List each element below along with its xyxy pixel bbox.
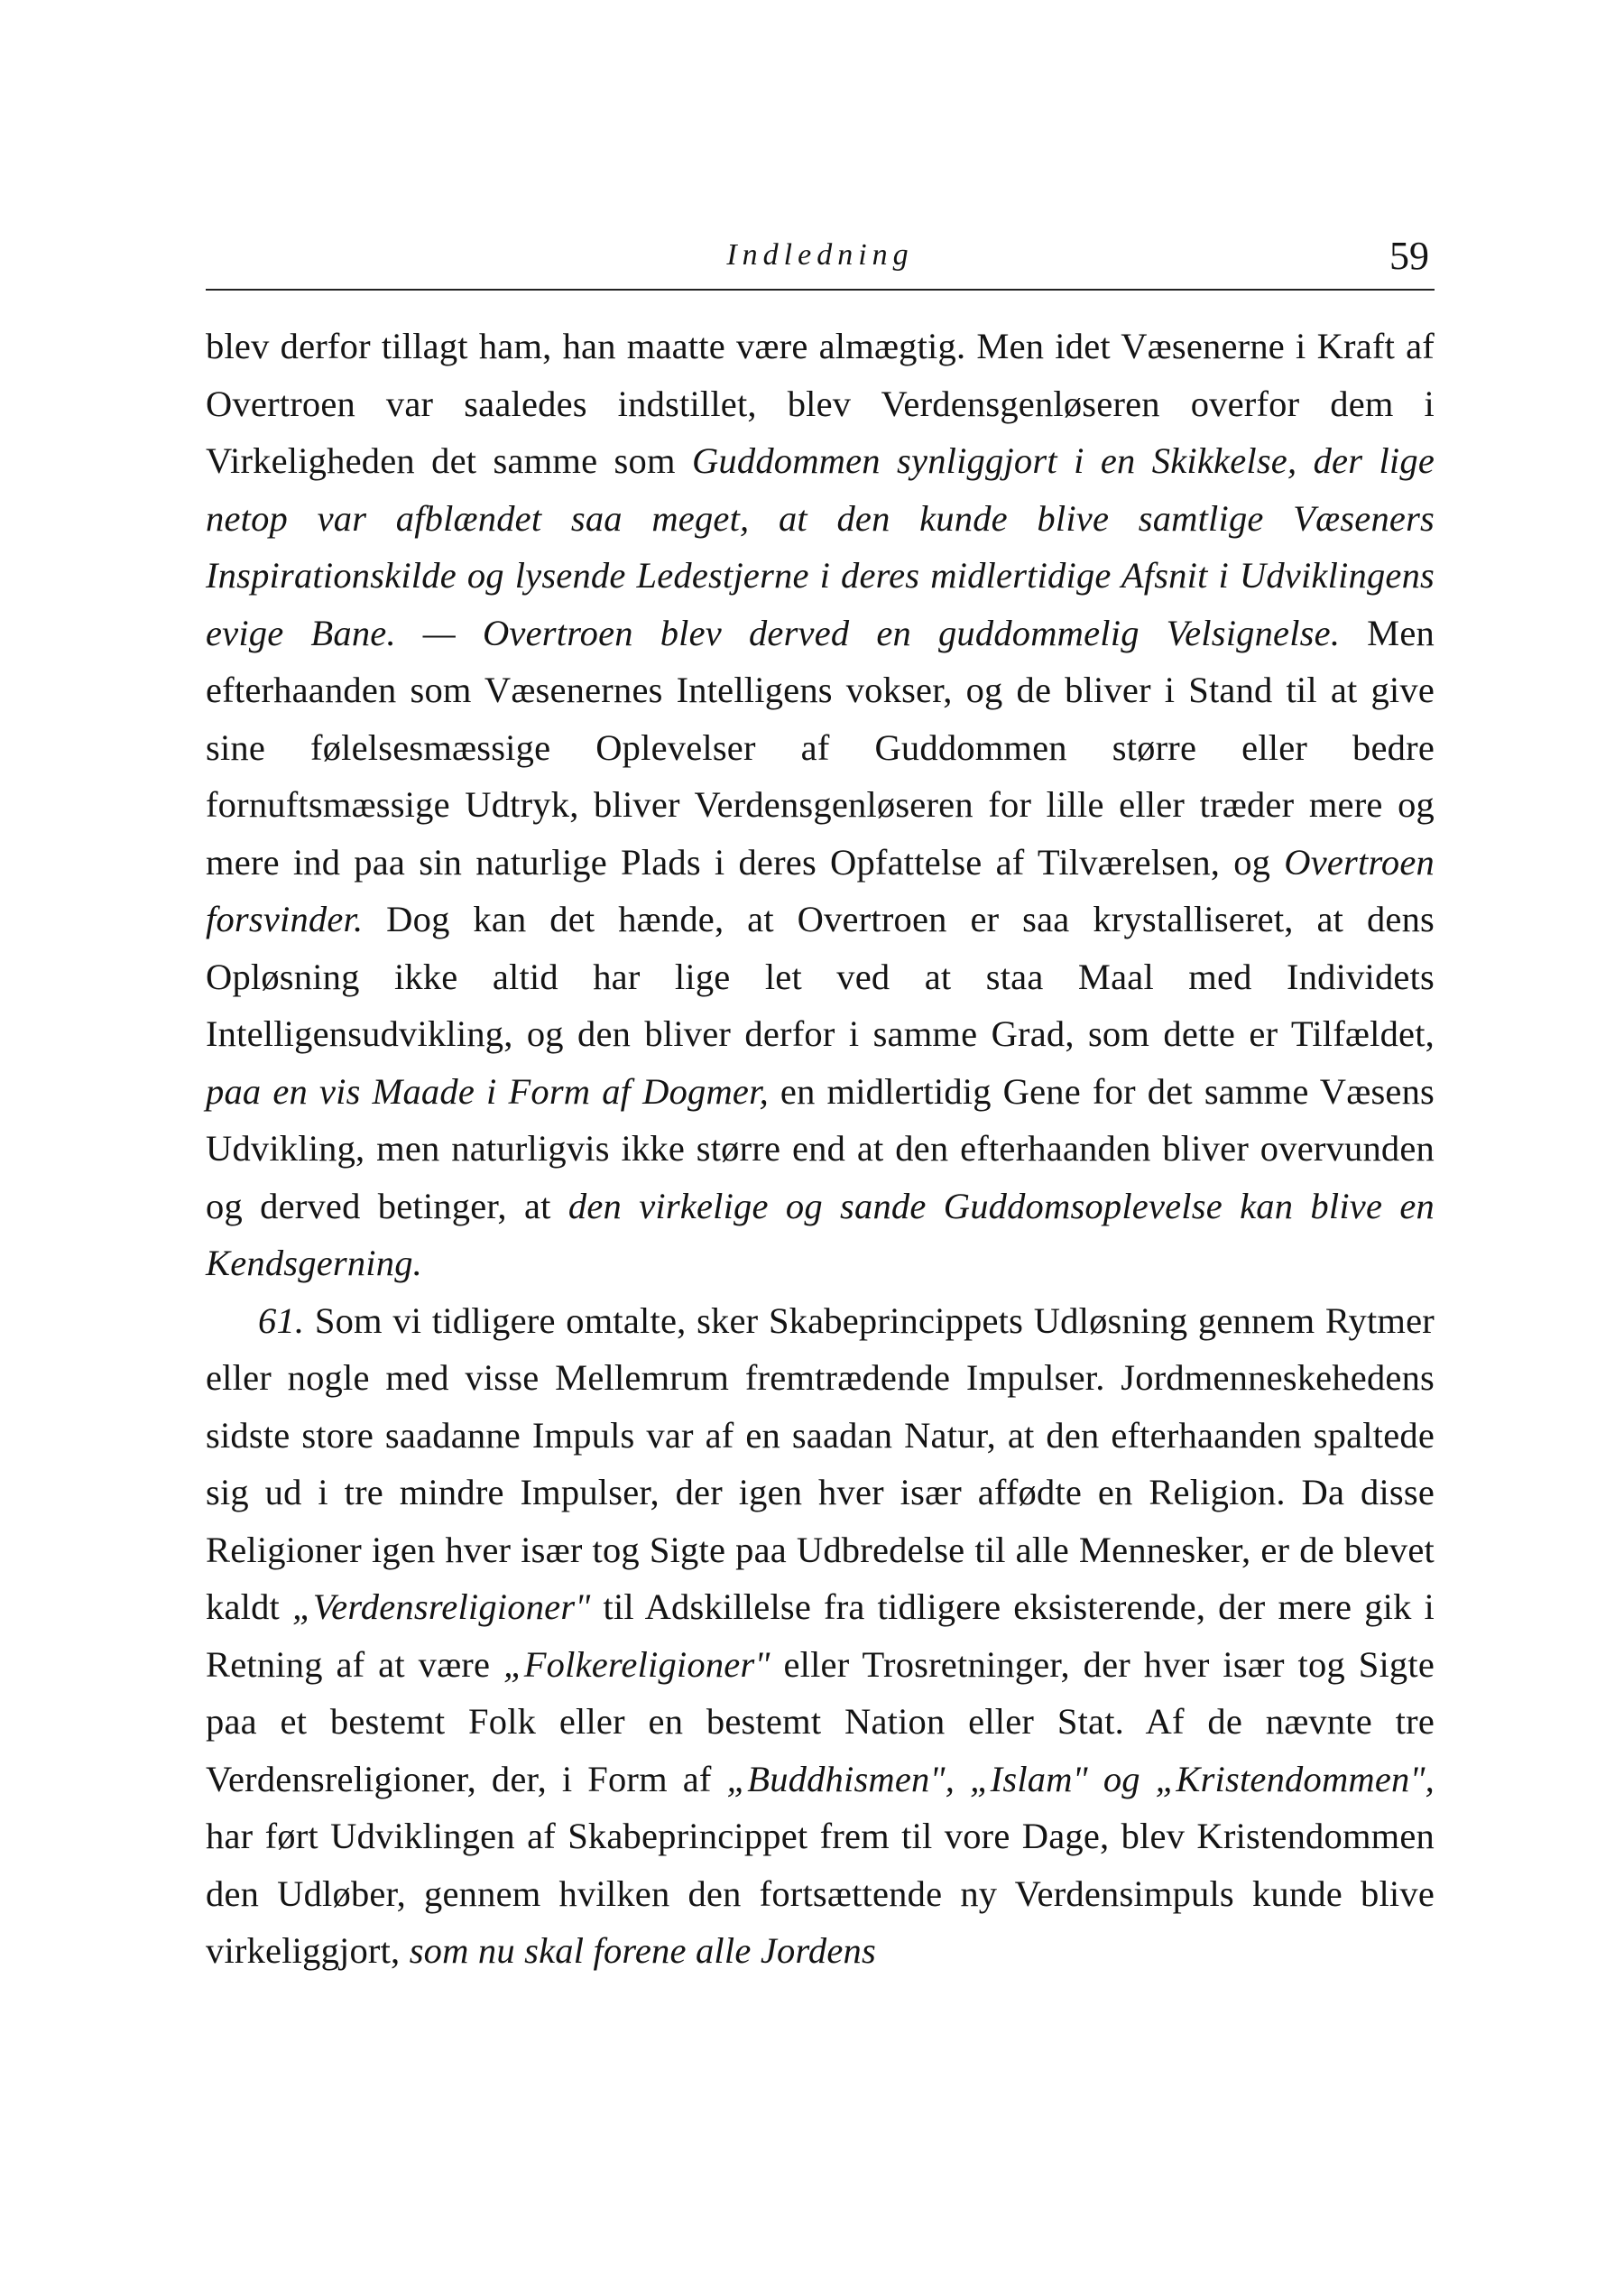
italic-run: Guddommen synliggjort i en Skikkelse, der lige netop var afblændet saa meget, at den kunde blive samtlige Væseners Inspirationskilde og lysende Ledestjerne i deres midlertidige Afsnit i Udviklingens evige Bane. — Overtroen blev derved en guddommelig Velsignelse. xyxy=(206,440,1435,653)
paragraph-section-61 xyxy=(206,1292,1435,1980)
italic-run: „Folkereligioner" xyxy=(503,1643,770,1685)
text-run: har ført Udviklingen af Skabeprincippet frem til vore Dage, blev Kristendommen den Udløber, gennem hvilken den fortsættende ny Verdensimpuls kunde blive virkeliggjort, xyxy=(206,1816,1435,1971)
italic-run: Overtroen forsvinder. xyxy=(206,841,1435,939)
paragraph xyxy=(206,318,1435,1292)
section-number: 61. xyxy=(258,1299,305,1341)
text-run: eller Trosretninger, der hver især tog Sigte paa et bestemt Folk eller en bestemt Nation eller Stat. Af de nævnte tre Verdensreligioner, der, i Form af xyxy=(206,1643,1435,1799)
text-run: blev derfor tillagt ham, han maatte være almægtig. Men idet Væsenerne i Kraft af Overtroen var saaledes indstillet, blev Verdensgenløseren overfor dem i Virkeligheden det samme som xyxy=(206,326,1435,481)
page-number: 59 xyxy=(1389,234,1429,278)
text-run: Dog kan det hænde, at Overtroen er saa krystalliseret, at dens Opløsning ikke altid har lige let ved at staa Maal med Individets Intelligensudvikling, og den bliver derfor i samme Grad, som dette er Tilfældet, xyxy=(206,899,1435,1054)
body-text xyxy=(206,318,1435,1980)
text-run: til Adskillelse fra tidligere eksisterende, der mere gik i Retning af at være xyxy=(206,1586,1435,1685)
italic-run: som nu skal forene alle Jordens xyxy=(409,1930,876,1971)
running-title: Indledning xyxy=(726,238,914,272)
text-run: en midlertidig Gene for det samme Væsens Udvikling, men naturligvis ikke større end at den efterhaanden bliver overvunden og derved betinger, at xyxy=(206,1070,1435,1226)
text-run: Som vi tidligere omtalte, sker Skabeprincippets Udløsning gennem Rytmer eller nogle med visse Mellemrum fremtrædende Impulser. Jordmenneskehedens sidste store saadanne Impuls var af en saadan Natur, at den efterhaanden spaltede sig ud i tre mindre Impulser, der igen hver især affødte en Religion. Da disse Religioner igen hver især tog Sigte paa Udbredelse til alle Mennesker, er de blevet kaldt xyxy=(206,1299,1435,1627)
italic-run: den virkelige og sande Guddomsoplevelse kan blive en Kendsgerning. xyxy=(206,1185,1435,1283)
header-rule xyxy=(206,289,1435,291)
italic-run: „Buddhismen", „Islam" og „Kristendommen", xyxy=(726,1758,1435,1799)
running-head xyxy=(206,231,1435,285)
italic-run: „Verdensreligioner" xyxy=(291,1586,591,1627)
text-run: Men efterhaanden som Væsenernes Intelligens vokser, og de bliver i Stand til at give sine følelsesmæssige Oplevelser af Guddommen større eller bedre fornuftsmæssige Udtryk, bliver Verdensgenløseren for lille eller træder mere og mere ind paa sin naturlige Plads i deres Opfattelse af Tilværelsen, og xyxy=(206,612,1435,883)
italic-run: paa en vis Maade i Form af Dogmer, xyxy=(206,1070,769,1112)
